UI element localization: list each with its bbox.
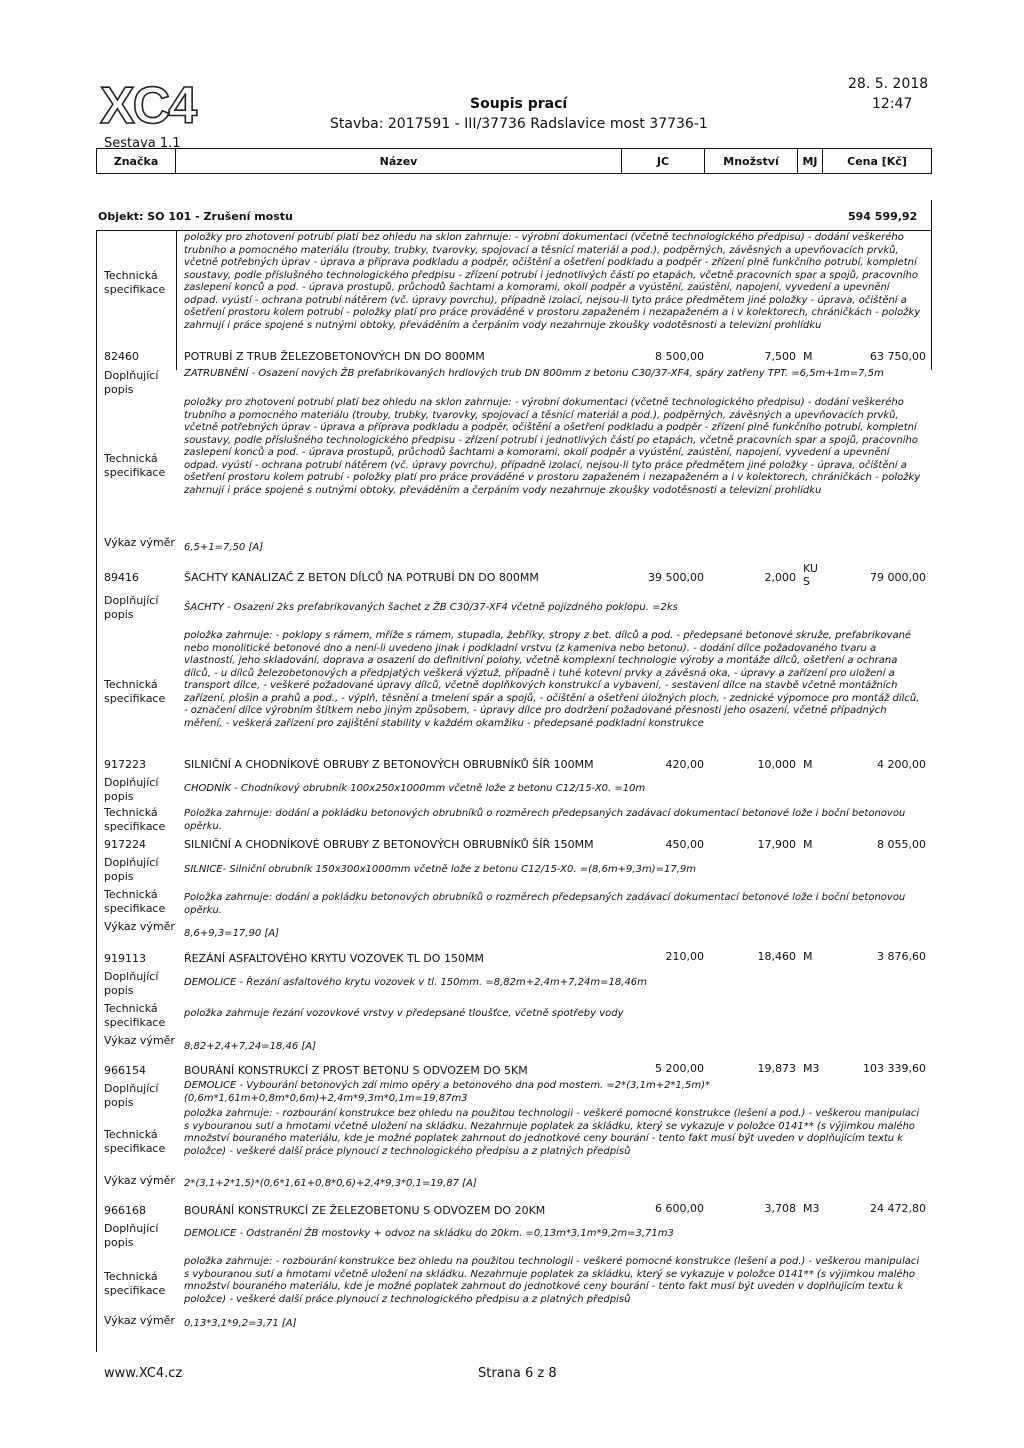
object-divider bbox=[96, 230, 932, 231]
item-price: 24 472,80 bbox=[870, 1202, 926, 1215]
item-popis: ZATRUBNĚNÍ - Osazení nových ŽB prefabrikovaných hrdlových trub DN 800mm z betonu C30/37-XF4, spáry zatřeny TPT. =6,5m+1m=7,5m bbox=[184, 368, 884, 379]
object-label: Objekt: SO 101 - Zrušení mostu bbox=[98, 210, 293, 223]
document-title: Soupis prací bbox=[470, 96, 568, 112]
item-popis: SILNICE- Silniční obrubník 150x300x1000mm včetně lože z betonu C12/15-X0. =(8,6m+9,3m)=17,9m bbox=[184, 864, 696, 875]
item-name: ŘEZÁNÍ ASFALTOVÉHO KRYTU VOZOVEK TL DO 150MM bbox=[184, 952, 484, 965]
item-vykaz-label: Výkaz výměr bbox=[104, 1314, 175, 1327]
item-name: POTRUBÍ Z TRUB ŽELEZOBETONOVÝCH DN DO 800MM bbox=[184, 350, 485, 363]
item-code: 89416 bbox=[104, 571, 139, 584]
item-unit-price: 5 200,00 bbox=[655, 1062, 704, 1075]
item-unit-price: 6 600,00 bbox=[655, 1202, 704, 1215]
item-spec: položky pro zhotovení potrubí platí bez ohledu na sklon zahrnuje: - výrobní dokumentaci (včetně technologického předpisu) - dodání veškerého trubního a pomocného materiálu (trouby, trubky, tvarovky, spojovací a těsnící materiál a pod.), podpěrných, závěsných a upevňovacích prvků, včetně potřebných úprav - úprava a příprava podkladu a podpěr, očištění a ošetření podkladu a podpěr - zřízení plně funkčního potrubí, kompletní soustavy, podle příslušného technologického předpisu - zřízení potrubí i jednotlivých částí po etapách, včetně pracovních spar a spojů, pracovního zaslepení konců a pod. - úprava prostupů, průchodů šachtami a komorami, okolí podpěr a vyústění, zaústění, napojení, vyvedení a upevnění odpad. vyústí - ochrana potrubí nátěrem (vč. úpravy povrchu), případně izolací, nejsou-li tyto práce předmětem jiné položky - úprava, očištění a ošetření prostoru kolem potrubí - položky platí pro práce prováděné v prostoru zapaženém i nezapaženém a i v kolektorech, chráničkách - položky zahrnují i práce spojené s nutnými obtoky, převáděním a čerpáním vody nezahrnuje zkoušky vodotěsnosti a televizní prohlídku bbox=[184, 397, 921, 496]
item-price: 3 876,60 bbox=[877, 950, 926, 963]
item-price: 103 339,60 bbox=[863, 1062, 926, 1075]
item-vykaz: 0,13*3,1*9,2=3,71 [A] bbox=[184, 1318, 297, 1329]
stavba-label: Stavba: 2017591 - III/37736 Radslavice most 37736-1 bbox=[330, 116, 708, 132]
item-unit-price: 210,00 bbox=[665, 950, 704, 963]
item-name: BOURÁNÍ KONSTRUKCÍ ZE ŽELEZOBETONU S ODVOZEM DO 20KM bbox=[184, 1204, 546, 1217]
item-quantity: 7,500 bbox=[764, 350, 796, 363]
item-popis-label: Doplňující popis bbox=[104, 369, 159, 396]
lead-spec-label: Technická specifikace bbox=[104, 269, 166, 296]
item-code: 917223 bbox=[104, 758, 146, 771]
item-quantity: 19,873 bbox=[757, 1062, 796, 1075]
item-code: 966154 bbox=[104, 1064, 146, 1077]
item-unit: M bbox=[803, 838, 813, 851]
item-spec-label: Technická specifikace bbox=[104, 1270, 166, 1297]
item-price: 8 055,00 bbox=[877, 838, 926, 851]
column-header-jc: JC bbox=[621, 148, 705, 174]
item-price: 4 200,00 bbox=[877, 758, 926, 771]
item-spec: položka zahrnuje řezání vozovkové vrstvy v předepsané tloušťce, včetně spotřeby vody bbox=[184, 1008, 624, 1019]
item-popis: DEMOLICE - Řezání asfaltového krytu vozovek v tl. 150mm. =8,82m+2,4m+7,24m=18,46m bbox=[184, 977, 647, 988]
item-spec-label: Technická specifikace bbox=[104, 678, 166, 705]
item-unit: M bbox=[803, 758, 813, 771]
item-code: 919113 bbox=[104, 952, 146, 965]
item-popis-label: Doplňující popis bbox=[104, 594, 159, 621]
item-vykaz: 8,82+2,4+7,24=18,46 [A] bbox=[184, 1041, 317, 1052]
sestava-label: Sestava 1.1 bbox=[104, 136, 181, 151]
item-vykaz-label: Výkaz výměr bbox=[104, 1174, 175, 1187]
item-vykaz-label: Výkaz výměr bbox=[104, 920, 175, 933]
item-code: 917224 bbox=[104, 838, 146, 851]
footer-website: www.XC4.cz bbox=[104, 1366, 183, 1381]
footer-page-number: Strana 6 z 8 bbox=[478, 1366, 557, 1381]
lead-spec-text: položky pro zhotovení potrubí platí bez ohledu na sklon zahrnuje: - výrobní dokumentaci (včetně technologického předpisu) - dodání veškerého trubního a pomocného materiálu (trouby, trubky, tvarovky, spojovací a těsnící materiál a pod.), podpěrných, závěsných a upevňovacích prvků, včetně potřebných úprav - úprava a příprava podkladu a podpěr, očištění a ošetření podkladu a podpěr - zřízení plně funkčního potrubí, kompletní soustavy, podle příslušného technologického předpisu - zřízení potrubí i jednotlivých částí po etapách, včetně pracovních spar a spojů, pracovního zaslepení konců a pod. - úprava prostupů, průchodů šachtami a komorami, okolí podpěr a vyústění, zaústění, napojení, vyvedení a upevnění odpad. vyústí - ochrana potrubí nátěrem (vč. úpravy povrchu), případně izolací, nejsou-li tyto práce předmětem jiné položky - úprava, očištění a ošetření prostoru kolem potrubí - položky platí pro práce prováděné v prostoru zapaženém i nezapaženém a i v kolektorech, chráničkách - položky zahrnují i práce spojené s nutnými obtoky, převáděním a čerpáním vody nezahrnuje zkoušky vodotěsnosti a televizní prohlídku bbox=[184, 232, 921, 331]
xc4-logo: XC4 bbox=[100, 77, 196, 135]
column-header-cena: Cena [Kč] bbox=[822, 148, 932, 174]
left-border bbox=[96, 230, 97, 1352]
item-popis: DEMOLICE - Odstranění ŽB mostovky + odvoz na skládku do 20km. =0,13m*3,1m*9,2m=3,71m3 bbox=[184, 1228, 674, 1239]
item-popis-label: Doplňující popis bbox=[104, 1082, 159, 1109]
item-popis-label: Doplňující popis bbox=[104, 970, 159, 997]
item-popis-label: Doplňující popis bbox=[104, 776, 159, 803]
object-total: 594 599,92 bbox=[848, 210, 918, 223]
column-header-mj: MJ bbox=[797, 148, 823, 174]
item-quantity: 18,460 bbox=[757, 950, 796, 963]
item-vykaz: 6,5+1=7,50 [A] bbox=[184, 542, 264, 553]
item-popis-label: Doplňující popis bbox=[104, 856, 159, 883]
item-popis: CHODNÍK - Chodníkový obrubník 100x250x1000mm včetně lože z betonu C12/15-X0. =10m bbox=[184, 783, 646, 794]
item-spec-label: Technická specifikace bbox=[104, 806, 166, 833]
column-header-nazev: Název bbox=[175, 148, 622, 174]
right-border bbox=[931, 200, 932, 370]
item-vykaz: 2*(3,1+2*1,5)*(0,6*1,61+0,8*0,6)+2,4*9,3*0,1=19,87 [A] bbox=[184, 1178, 477, 1189]
item-quantity: 2,000 bbox=[764, 571, 796, 584]
item-price: 63 750,00 bbox=[870, 350, 926, 363]
item-vykaz-label: Výkaz výměr bbox=[104, 536, 175, 549]
item-spec-label: Technická specifikace bbox=[104, 452, 166, 479]
item-unit-price: 39 500,00 bbox=[648, 571, 704, 584]
item-vykaz: 8,6+9,3=17,90 [A] bbox=[184, 928, 280, 939]
item-spec: položka zahrnuje: - rozbourání konstrukce bez ohledu na použitou technologii - veškeré pomocné konstrukce (lešení a pod.) - veškerou manipulaci s vybouranou sutí a hmotami včetně uložení na skládku. Nezahrnuje poplatek za skládku, který se vykazuje v položce 0141** (s výjimkou malého množství bouraného materiálu, kde je možné poplatek zahrnout do jednotkové ceny bourání - tento fakt musí být uveden v doplňujícím textu k položce) - veškeré další práce plynoucí z technologického předpisu a z platných předpisů bbox=[184, 1256, 920, 1305]
item-unit-price: 450,00 bbox=[665, 838, 704, 851]
item-unit-price: 420,00 bbox=[665, 758, 704, 771]
item-spec: položka zahrnuje: - poklopy s rámem, mříže s rámem, stupadla, žebříky, stropy z bet. dílců a pod. - předepsané betonové skruže, prefabrikované nebo monolitické betonové dno a není-li uvedeno jinak i podkladní vrstvu (z kameniva nebo betonu). - dodání dílce požadovaného tvaru a vlastností, jeho skladování, doprava a osazení do definitivní polohy, včetně komplexní technologie výroby a montáže dílců, ošetření a ochrana dílců, - u dílců železobetonových a předpjatých veškerá výztuž, případně i tuhé kotevní prvky a závěsná oka, - úpravy a zařízení pro uložení a transport dílce, - veškeré požadované úpravy dílců, včetně doplňkových konstrukcí a vybavení, - sestavení dílce na stavbě včetně montážních zařízení, plošin a prahů a pod., - výplň, těsnění a tmelení spár a spojů, - očištění a ošetření úložných ploch, - zednické výpomoce pro montáž dílců, - označení dílce výrobním štítkem nebo jiným způsobem, - úpravy dílce pro dodržení požadované přesnosti jeho osazení, včetně případných měření, - veškerá zařízení pro zajištění stability v každém okamžiku - předepsané podkladní konstrukce bbox=[184, 630, 920, 729]
item-spec-label: Technická specifikace bbox=[104, 1002, 166, 1029]
item-quantity: 10,000 bbox=[757, 758, 796, 771]
item-name: SILNIČNÍ A CHODNÍKOVÉ OBRUBY Z BETONOVÝCH OBRUBNÍKŮ ŠÍŘ 100MM bbox=[184, 758, 594, 771]
column-header-mnozstvi: Množství bbox=[704, 148, 798, 174]
item-popis: DEMOLICE - Vybourání betonových zdí mimo opěry a betonového dna pod mostem. =2*(3,1m+2*1,5m)*(0,6m*1,61m+0,8m*0,6m)+2,4m*9,3m*0,1m=19,87m3 bbox=[184, 1080, 710, 1104]
item-unit: M3 bbox=[803, 1062, 820, 1075]
item-name: ŠACHTY KANALIZAČ Z BETON DÍLCŮ NA POTRUBÍ DN DO 800MM bbox=[184, 571, 539, 584]
item-spec-label: Technická specifikace bbox=[104, 888, 166, 915]
item-spec: Položka zahrnuje: dodání a pokládku betonových obrubníků o rozměrech předepsaných zadávací dokumentací betonové lože i boční betonovou opěrku. bbox=[184, 892, 906, 916]
item-popis: ŠACHTY - Osazení 2ks prefabrikovaných šachet z ŽB C30/37-XF4 včetně pojízdného poklopu. =2ks bbox=[184, 602, 678, 613]
item-price: 79 000,00 bbox=[870, 571, 926, 584]
item-spec: položka zahrnuje: - rozbourání konstrukce bez ohledu na použitou technologii - veškeré pomocné konstrukce (lešení a pod.) - veškerou manipulaci s vybouranou sutí a hmotami včetně uložení na skládku. Nezahrnuje poplatek za skládku, který se vykazuje v položce 0141** (s výjimkou malého množství bouraného materiálu, kde je možné poplatek zahrnout do jednotkové ceny bourání - tento fakt musí být uveden v doplňujícím textu k položce) - veškeré další práce plynoucí z technologického předpisu a z platných předpisů bbox=[184, 1108, 920, 1157]
print-date: 28. 5. 2018 bbox=[848, 76, 929, 92]
item-code: 966168 bbox=[104, 1204, 146, 1217]
item-spec: Položka zahrnuje: dodání a pokládku betonových obrubníků o rozměrech předepsaných zadávací dokumentací betonové lože i boční betonovou opěrku. bbox=[184, 808, 906, 832]
item-quantity: 3,708 bbox=[764, 1202, 796, 1215]
item-spec-label: Technická specifikace bbox=[104, 1128, 166, 1155]
item-vykaz-label: Výkaz výměr bbox=[104, 1034, 175, 1047]
item-popis-label: Doplňující popis bbox=[104, 1222, 159, 1249]
label-divider bbox=[176, 230, 177, 370]
item-unit: M3 bbox=[803, 1202, 820, 1215]
item-name: SILNIČNÍ A CHODNÍKOVÉ OBRUBY Z BETONOVÝCH OBRUBNÍKŮ ŠÍŘ 150MM bbox=[184, 838, 594, 851]
print-time: 12:47 bbox=[872, 96, 913, 112]
item-name: BOURÁNÍ KONSTRUKCÍ Z PROST BETONU S ODVOZEM DO 5KM bbox=[184, 1064, 528, 1077]
item-quantity: 17,900 bbox=[757, 838, 796, 851]
item-unit: M bbox=[803, 350, 813, 363]
item-code: 82460 bbox=[104, 350, 139, 363]
item-unit: M bbox=[803, 950, 813, 963]
item-unit-price: 8 500,00 bbox=[655, 350, 704, 363]
column-header-znacka: Značka bbox=[96, 148, 176, 174]
item-unit: KU S bbox=[803, 562, 818, 588]
